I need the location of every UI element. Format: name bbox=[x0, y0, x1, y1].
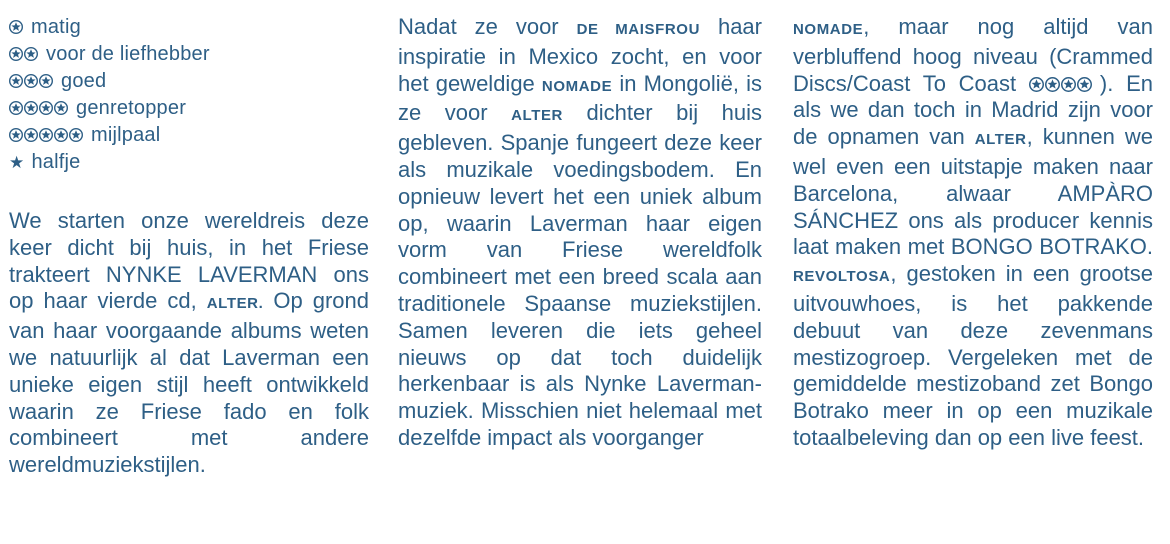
album-title-de-maisfrou: DE MAISFROU bbox=[576, 21, 701, 38]
text-run: dichter bij huis gebleven. Spanje fungeert deze keer als muzikale voedingsbodem. En opnieuw levert het een uniek album op, waarin Laverman haar eigen vorm van Friese wereldfolk combineert met een breed scala aan traditionele Spaanse muziekstijlen. Samen leveren die iets geheel nieuws op dat toch duidelijk herkenbaar is als Nynke Laverman-muziek. Misschien niet helemaal met dezelfde impact als voorganger bbox=[398, 100, 762, 450]
rosette-star-icon bbox=[24, 128, 38, 142]
text-run: ). bbox=[1099, 70, 1114, 96]
legend-stars-3 bbox=[9, 68, 54, 95]
half-star-icon: ★ bbox=[9, 153, 25, 172]
rosette-star-icon bbox=[69, 128, 83, 142]
rosette-star-icon bbox=[24, 101, 38, 115]
text-run: En als we dan toch in Madrid zijn voor de opnamen van bbox=[793, 70, 1153, 150]
text-run: , gestoken in een grootse uitvouwhoes, is het pakkende debuut van deze zevenmans mestizogroep. Vergeleken met de gemiddelde mestizoband zet Bongo Botrako meer in op een muzikale totaalbeleving dan op een live feest. bbox=[793, 261, 1153, 450]
text-run: , maar nog altijd van verbluffend hoog niveau (Crammed Discs/Coast To Coast bbox=[793, 14, 1153, 96]
rosette-star-icon bbox=[1029, 77, 1044, 92]
text-run: haar inspiratie in Mexico zocht, en voor het geweldige bbox=[398, 14, 762, 96]
paragraph-col3 bbox=[793, 14, 1153, 452]
legend-label: goed bbox=[61, 70, 107, 92]
text-run: Nadat ze voor bbox=[398, 14, 577, 39]
rosette-star-icon bbox=[1061, 77, 1076, 92]
rating-legend bbox=[9, 14, 369, 176]
legend-stars-4 bbox=[9, 95, 69, 122]
legend-row-goed bbox=[9, 68, 369, 95]
rosette-star-icon bbox=[1045, 77, 1060, 92]
rating-stars-4 bbox=[1029, 71, 1093, 98]
album-title-nomade: NOMADE bbox=[793, 21, 864, 38]
rosette-star-icon bbox=[9, 74, 23, 88]
text-run: in Mongolië, is ze voor bbox=[398, 70, 762, 126]
legend-row-voor-de-liefhebber bbox=[9, 41, 369, 68]
rosette-star-icon bbox=[54, 128, 68, 142]
paragraph-col1 bbox=[9, 208, 369, 479]
legend-label: genretopper bbox=[76, 97, 187, 119]
rosette-star-icon bbox=[39, 74, 53, 88]
column-3 bbox=[793, 14, 1153, 452]
rosette-star-icon bbox=[9, 20, 23, 34]
legend-label: halfje bbox=[31, 151, 81, 173]
legend-label: voor de liefhebber bbox=[46, 43, 210, 65]
rosette-star-icon bbox=[24, 47, 38, 61]
paragraph-col2 bbox=[398, 14, 762, 452]
album-title-alter: ALTER bbox=[974, 131, 1027, 149]
column-1 bbox=[9, 14, 369, 479]
legend-row-matig bbox=[9, 14, 369, 41]
legend-row-halfje bbox=[9, 149, 369, 176]
album-title-revoltosa: REVOLTOSA bbox=[793, 268, 891, 286]
legend-stars-1 bbox=[9, 14, 24, 41]
album-title-nomade: NOMADE bbox=[541, 77, 613, 95]
rosette-star-icon bbox=[54, 101, 68, 115]
legend-label: matig bbox=[31, 16, 81, 38]
album-title-alter: ALTER bbox=[511, 107, 563, 125]
legend-row-genretopper bbox=[9, 95, 369, 122]
legend-row-mijlpaal bbox=[9, 122, 369, 149]
column-2 bbox=[398, 14, 762, 452]
text-run: Op grond van haar voorgaande albums weten we natuurlijk al dat Laverman een unieke eigen stijl heeft ontwikkeld waarin ze Friese fado en folk combineert met andere wereldmuziekstijlen. bbox=[9, 288, 369, 478]
legend-stars-2 bbox=[9, 41, 39, 68]
rosette-star-icon bbox=[39, 101, 53, 115]
album-title-alter: ALTER. bbox=[206, 295, 264, 313]
legend-label: mijlpaal bbox=[91, 124, 161, 146]
rosette-star-icon bbox=[9, 128, 23, 142]
rosette-star-icon bbox=[1077, 77, 1092, 92]
rosette-star-icon bbox=[39, 128, 53, 142]
legend-stars-5 bbox=[9, 122, 84, 149]
text-run: , kunnen we wel even een uitstapje maken naar Barcelona, alwaar AMPÀRO SÁNCHEZ ons als producer kennis laat maken met BONGO BOTRAKO. bbox=[793, 124, 1153, 260]
rosette-star-icon bbox=[24, 74, 38, 88]
rosette-star-icon bbox=[9, 47, 23, 61]
text-run: We starten onze wereldreis deze keer dicht bij huis, in het Friese trakteert NYNKE LAVERMAN ons op haar vierde cd, bbox=[9, 208, 369, 314]
rosette-star-icon bbox=[9, 101, 23, 115]
